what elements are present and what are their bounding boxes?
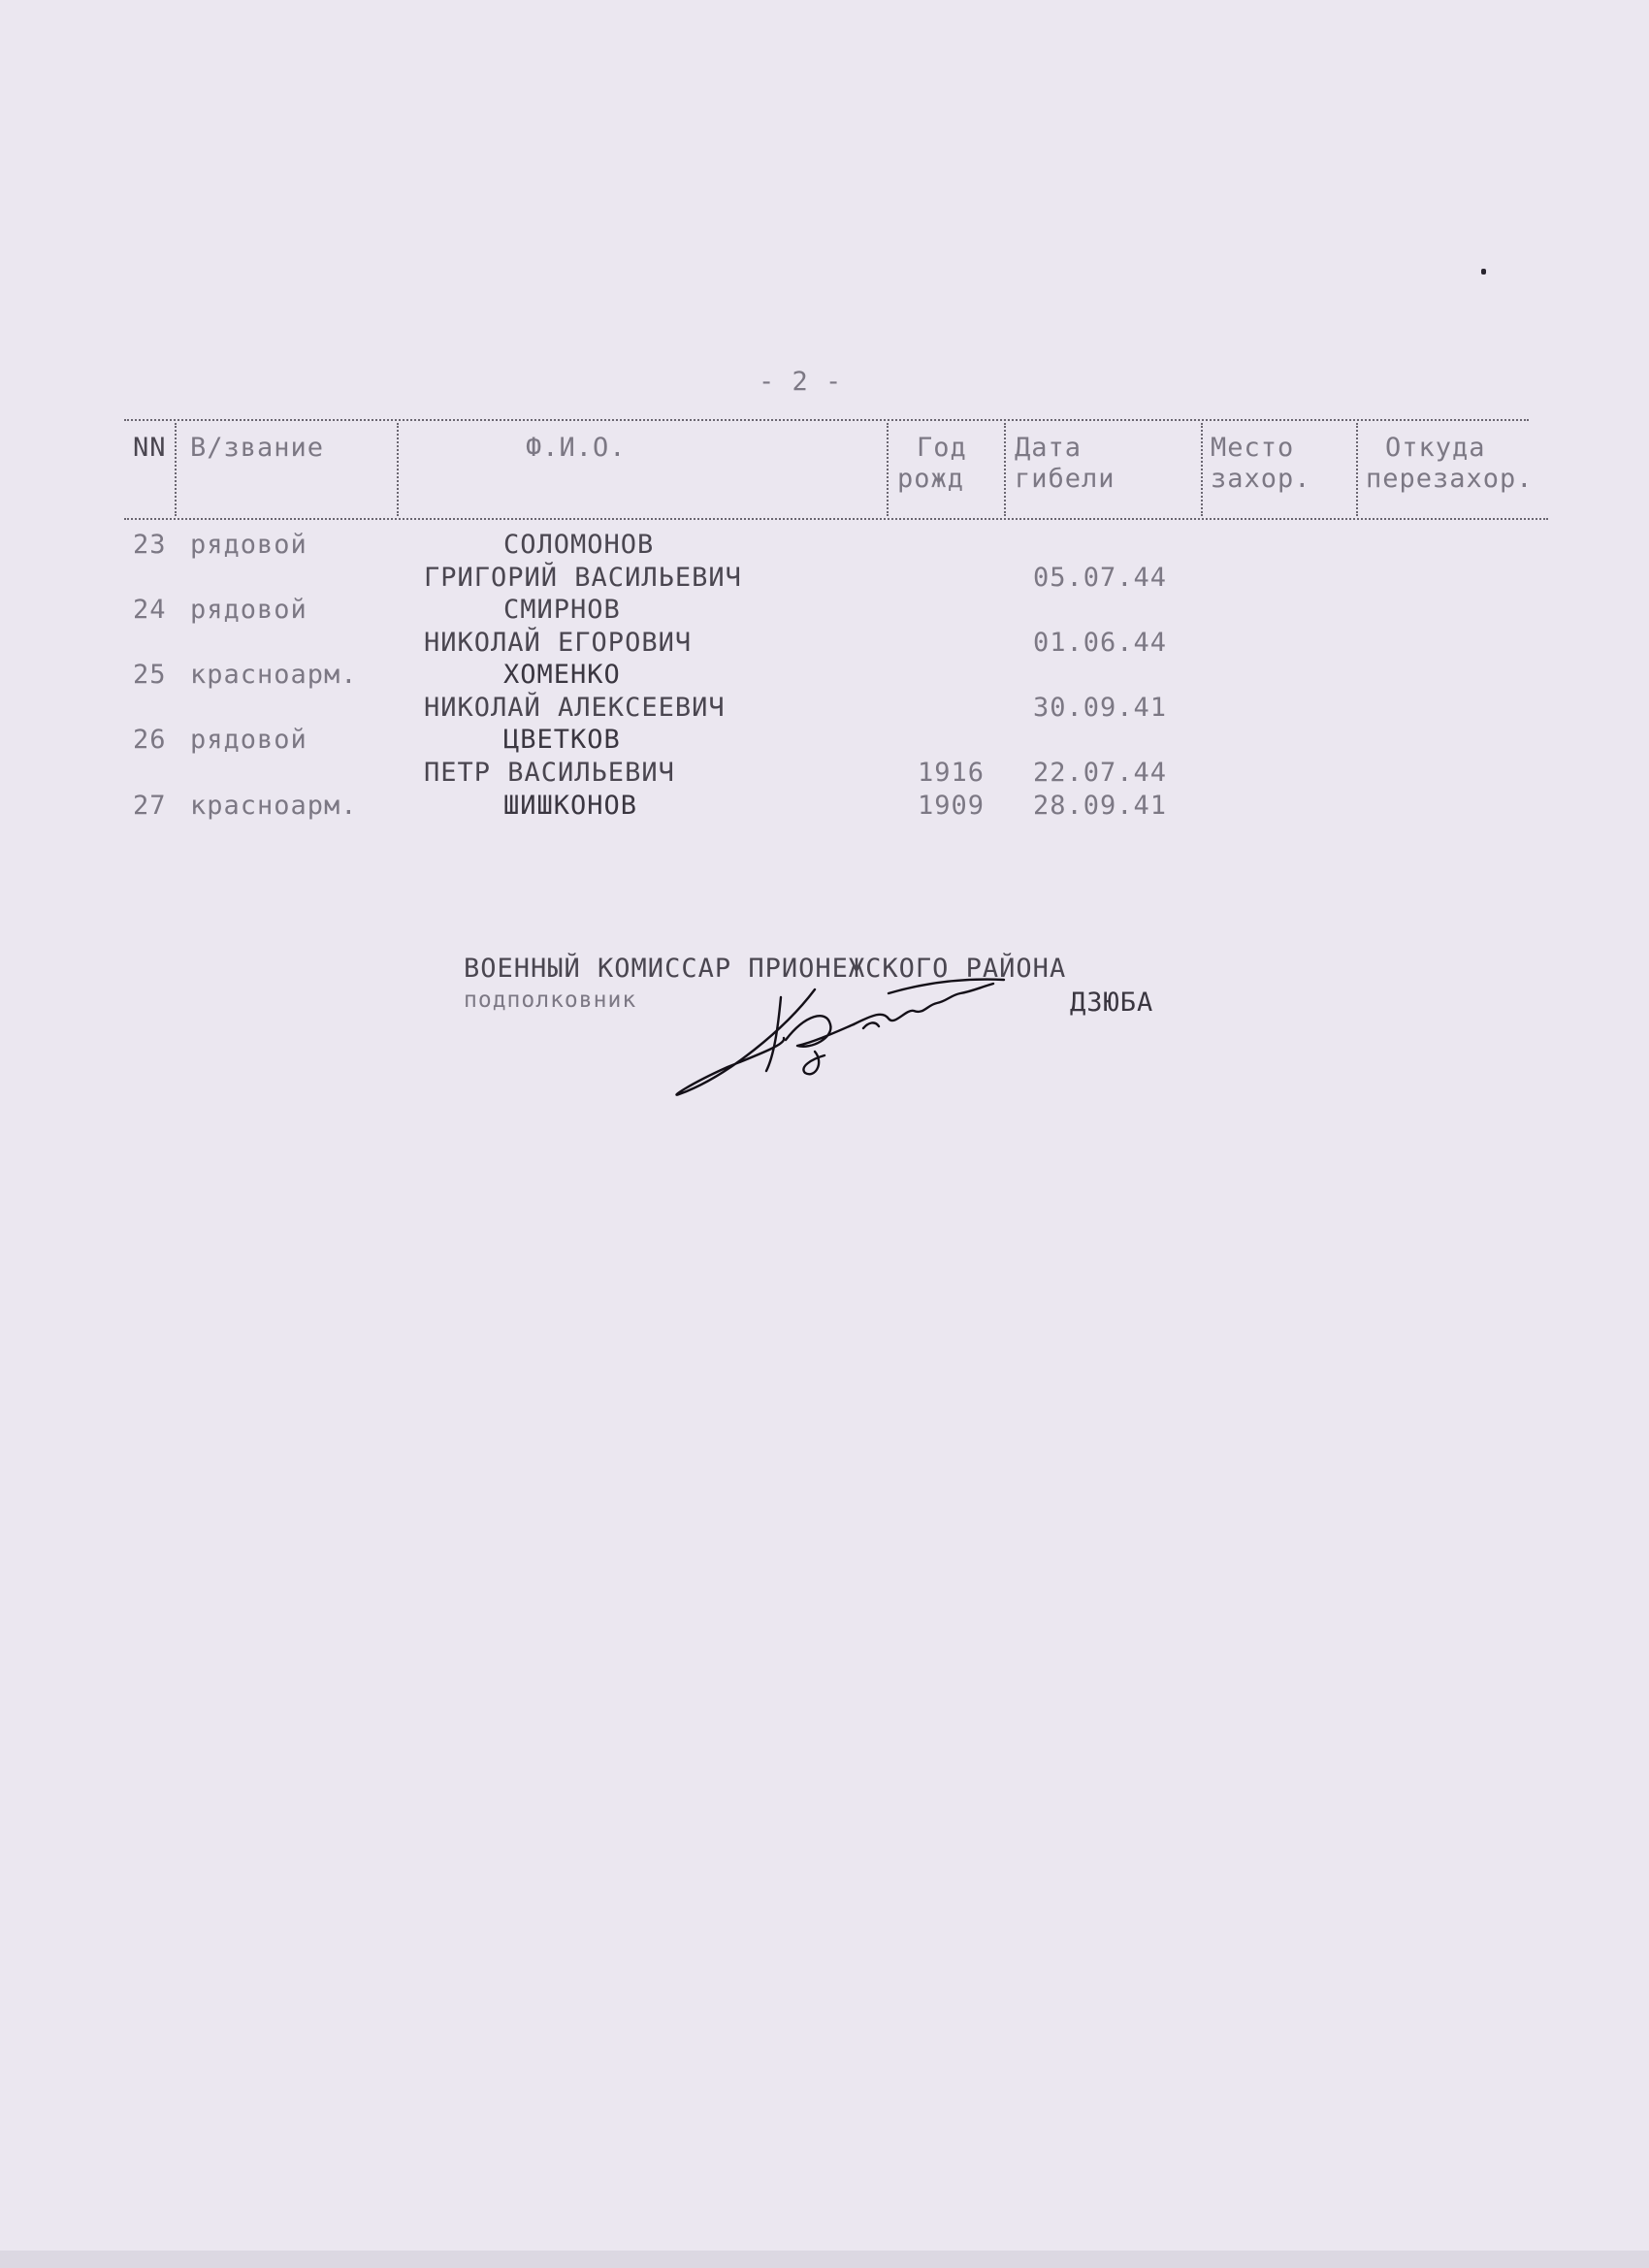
row-number: 26: [133, 725, 167, 755]
header-name: Ф.И.О.: [526, 433, 627, 463]
row-rank: рядовой: [190, 530, 307, 560]
header-divider: [1004, 423, 1006, 516]
scan-bottom-edge: [0, 2251, 1649, 2268]
page-number: - 2 -: [759, 367, 843, 397]
header-divider: [887, 423, 889, 516]
row-death-date: 30.09.41: [1033, 693, 1168, 723]
row-number: 25: [133, 660, 167, 690]
header-divider: [397, 423, 399, 516]
row-rank: красноарм.: [190, 791, 358, 821]
row-given-names: ПЕТР ВАСИЛЬЕВИЧ: [424, 758, 675, 788]
header-rank: В/звание: [190, 433, 325, 463]
header-burial-line1: Место: [1211, 433, 1295, 463]
row-given-names: НИКОЛАЙ ЕГОРОВИЧ: [424, 628, 693, 658]
row-surname: СОЛОМОНОВ: [503, 530, 655, 560]
header-burial-line2: захор.: [1211, 464, 1311, 494]
row-surname: СМИРНОВ: [503, 595, 621, 625]
row-death-date: 22.07.44: [1033, 758, 1168, 788]
header-nn: NN: [133, 433, 167, 463]
row-rank: рядовой: [190, 595, 307, 625]
commissar-rank: подполковник: [464, 988, 637, 1013]
header-bottom-rule: [124, 518, 1548, 520]
row-rank: рядовой: [190, 725, 307, 755]
header-divider: [175, 423, 177, 516]
row-surname: ЦВЕТКОВ: [503, 725, 621, 755]
row-number: 27: [133, 791, 167, 821]
ink-speck: [1481, 269, 1486, 275]
header-birth-line2: рожд: [897, 464, 965, 494]
row-given-names: ГРИГОРИЙ ВАСИЛЬЕВИЧ: [424, 563, 742, 593]
row-death-date: 05.07.44: [1033, 563, 1168, 593]
row-number: 24: [133, 595, 167, 625]
commissar-surname: ДЗЮБА: [1070, 988, 1154, 1018]
header-divider: [1356, 423, 1358, 516]
header-death-line1: Дата: [1015, 433, 1083, 463]
handwritten-signature: [669, 970, 1018, 1106]
header-divider: [1201, 423, 1203, 516]
row-birth-year: 1916: [918, 758, 986, 788]
row-number: 23: [133, 530, 167, 560]
row-given-names: НИКОЛАЙ АЛЕКСЕЕВИЧ: [424, 693, 726, 723]
header-top-rule: [124, 419, 1529, 421]
row-rank: красноарм.: [190, 660, 358, 690]
header-from-line1: Откуда: [1385, 433, 1486, 463]
header-birth-line1: Год: [917, 433, 967, 463]
row-death-date: 28.09.41: [1033, 791, 1168, 821]
header-death-line2: гибели: [1015, 464, 1116, 494]
row-birth-year: 1909: [918, 791, 986, 821]
row-death-date: 01.06.44: [1033, 628, 1168, 658]
row-surname: ШИШКОНОВ: [503, 791, 638, 821]
header-from-line2: перезахор.: [1366, 464, 1534, 494]
commissar-title: ВОЕННЫЙ КОМИССАР ПРИОНЕЖСКОГО РАЙОНА: [464, 954, 1067, 984]
row-surname: ХОМЕНКО: [503, 660, 621, 690]
